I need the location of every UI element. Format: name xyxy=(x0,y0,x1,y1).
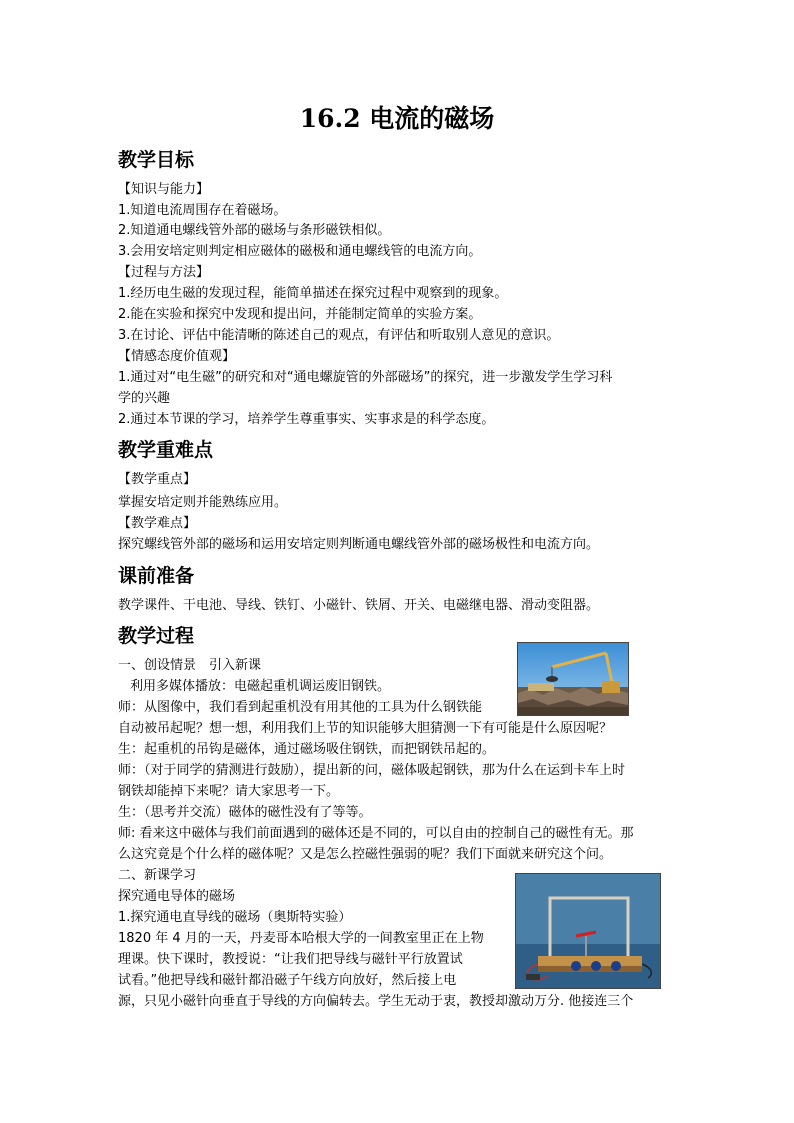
process-line-16: 试看。”他把导线和磁针都沿磁子午线方向放好，然后接上电 xyxy=(118,973,457,988)
heading-teaching-goals: 教学目标 xyxy=(118,149,195,171)
process-line-4: 自动被吊起呢？想一想，利用我们上节的知识能够大胆猜测一下有可能是什么原因呢？ xyxy=(118,721,613,736)
process-line-3: 师：从图像中，我们看到起重机没有用其他的工具为什么钢铁能 xyxy=(118,700,483,715)
process-line-7: 钢铁却能掉下来呢？请大家思考一下。 xyxy=(118,784,340,799)
goal-emotion-1a: 1.通过对“电生磁”的研究和对“通电螺旋管的外部磁场”的探究，进一步激发学生学习科 xyxy=(118,370,613,385)
goal-process-2: 2.能在实验和探究中发现和提出问，并能制定简单的实验方案。 xyxy=(118,307,482,322)
process-line-2: 利用多媒体播放：电磁起重机调运废旧钢铁。 xyxy=(130,679,391,694)
heading-teaching-process: 教学过程 xyxy=(118,625,195,647)
key-point-text: 掌握安培定则并能熟练应用。 xyxy=(118,495,288,510)
process-line-8: 生：（思考并交流）磁体的磁性没有了等等。 xyxy=(118,805,372,820)
goal-emotion-2: 2.通过本节课的学习，培养学生尊重事实、实事求是的科学态度。 xyxy=(118,412,495,427)
difficult-point-text: 探究螺线管外部的磁场和运用安培定则判断通电螺线管外部的磁场极性和电流方向。 xyxy=(118,537,600,552)
oersted-experiment-photo xyxy=(515,873,661,989)
preparation-text: 教学课件、干电池、导线、铁钉、小磁针、铁屑、开关、电磁继电器、滑动变阻器。 xyxy=(118,598,600,613)
goal-emotion-1b: 学的兴趣 xyxy=(118,391,171,406)
process-line-15: 理课。快下课时，教授说：“让我们把导线与磁针平行放置试 xyxy=(118,952,463,967)
subheading-knowledge: 【知识与能力】 xyxy=(118,182,210,197)
goal-knowledge-3: 3.会用安培定则判定相应磁体的磁极和通电螺线管的电流方向。 xyxy=(118,244,482,259)
goal-knowledge-2: 2.知道通电螺线管外部的磁场与条形磁铁相似。 xyxy=(118,223,391,238)
goal-process-1: 1.经历电生磁的发现过程，能简单描述在探究过程中观察到的现象。 xyxy=(118,286,508,301)
process-line-5: 生：起重机的吊钩是磁体，通过磁场吸住钢铁，而把钢铁吊起的。 xyxy=(118,742,496,757)
crane-photo xyxy=(517,642,629,716)
process-line-14: 1820 年 4 月的一天，丹麦哥本哈根大学的一间教室里正在上物 xyxy=(118,931,484,946)
subheading-key-point: 【教学重点】 xyxy=(118,472,197,487)
heading-key-difficult: 教学重难点 xyxy=(118,439,214,461)
process-line-11: 二、新课学习 xyxy=(118,868,197,883)
subheading-process: 【过程与方法】 xyxy=(118,265,210,280)
goal-knowledge-1: 1.知道电流周围存在着磁场。 xyxy=(118,203,287,218)
process-line-12: 探究通电导体的磁场 xyxy=(118,889,236,904)
process-line-10: 么这究竟是个什么样的磁体呢？又是怎么控磁性强弱的呢？我们下面就来研究这个问。 xyxy=(118,847,613,862)
process-line-17: 源，只见小磁针向垂直于导线的方向偏转去。学生无动于衷，教授却激动万分. 他接连三个 xyxy=(118,994,634,1009)
process-line-6: 师：（对于同学的猜测进行鼓励），提出新的问，磁体吸起钢铁，那为什么在运到卡车上时 xyxy=(118,763,626,778)
goal-process-3: 3.在讨论、评估中能清晰的陈述自己的观点，有评估和听取别人意见的意识。 xyxy=(118,328,560,343)
process-line-13: 1.探究通电直导线的磁场（奥斯特实验） xyxy=(118,910,352,925)
subheading-emotion: 【情感态度价值观】 xyxy=(118,349,236,364)
process-line-1: 一、创设情景 引入新课 xyxy=(118,658,262,673)
subheading-difficult-point: 【教学难点】 xyxy=(118,516,197,531)
process-line-9: 师: 看来这中磁体与我们前面遇到的磁体还是不同的，可以自由的控制自己的磁性有无。那 xyxy=(118,826,634,841)
page-title: 16.2 电流的磁场 xyxy=(299,104,495,133)
heading-preparation: 课前准备 xyxy=(118,565,195,587)
